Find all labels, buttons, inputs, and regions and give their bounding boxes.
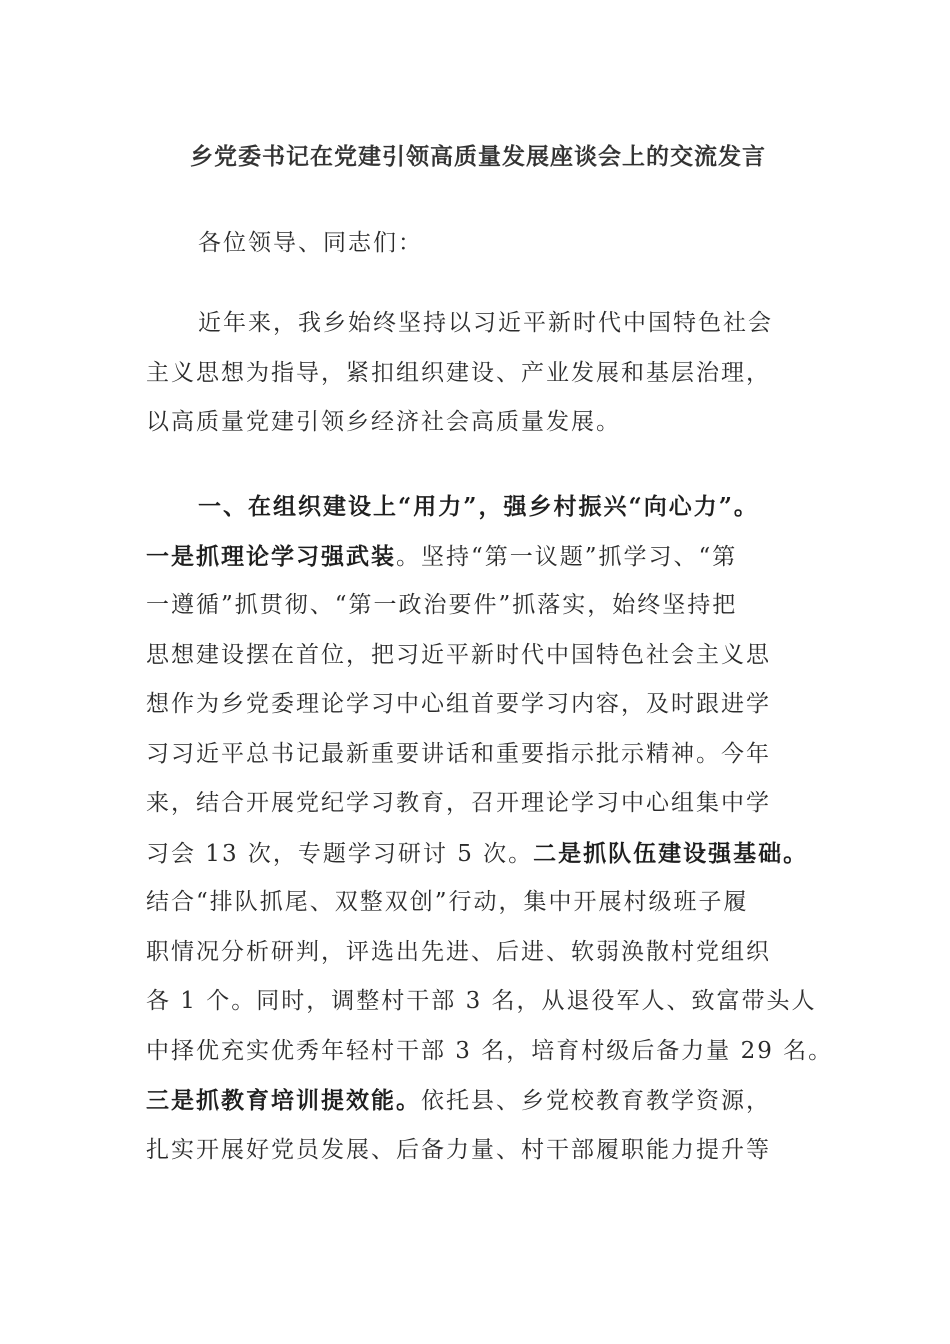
- text-line: 扎实开展好党员发展、后备力量、村干部履职能力提升等: [146, 1136, 771, 1163]
- text-line: [146, 1076, 806, 1126]
- text-line: 结合“排队抓尾、双整双创”行动，集中开展村级班子履: [146, 889, 749, 915]
- text-line: 主义思想为指导，紧扣组织建设、产业发展和基层治理，: [146, 359, 771, 386]
- section-heading: 一、在组织建设上“用力”，强乡村振兴“向心力”。: [198, 493, 759, 520]
- text-line: 习习近平总书记最新重要讲话和重要指示批示精神。今年: [146, 740, 771, 767]
- text-line: 职情况分析研判，评选出先进、后进、软弱涣散村党组织: [146, 938, 771, 965]
- section-one-paragraph: [146, 482, 834, 1175]
- point-one-text: 。坚持“第一议题”抓学习、“第: [396, 543, 738, 570]
- point-two-title: 二是抓队伍建设强基础。: [533, 839, 809, 867]
- text-line: 想作为乡党委理论学习中心组首要学习内容，及时跟进学: [146, 691, 771, 717]
- text-line: 一遵循”抓贯彻、“第一政治要件”抓落实，始终坚持把: [146, 592, 738, 618]
- point-three-text: 依托县、乡党校教育教学资源，: [421, 1088, 771, 1114]
- text-line: 以高质量党建引领乡经济社会高质量发展。: [146, 409, 621, 435]
- point-one-title: 一是抓理论学习强武装: [146, 542, 396, 570]
- text-line: 近年来，我乡始终坚持以习近平新时代中国特色社会: [198, 310, 773, 336]
- text-line: 思想建设摆在首位，把习近平新时代中国特色社会主义思: [146, 641, 771, 668]
- text-line: 各 1 个。同时，调整村干部 3 名，从退役军人、致富带头人: [146, 988, 817, 1014]
- salutation: 各位领导、同志们：: [198, 230, 423, 256]
- text-line: [146, 829, 809, 879]
- document-title: 乡党委书记在党建引领高质量发展座谈会上的交流发言: [190, 143, 766, 170]
- intro-paragraph: [146, 299, 806, 448]
- point-three-title: 三是抓教育培训提效能。: [146, 1087, 421, 1114]
- text-line: 中择优充实优秀年轻村干部 3 名，培育村级后备力量 29 名。: [146, 1037, 834, 1064]
- point-one-text-end: 习会 13 次，专题学习研讨 5 次。: [146, 840, 534, 867]
- text-line: [146, 532, 806, 582]
- text-line: 来，结合开展党纪学习教育，召开理论学习中心组集中学: [146, 790, 771, 816]
